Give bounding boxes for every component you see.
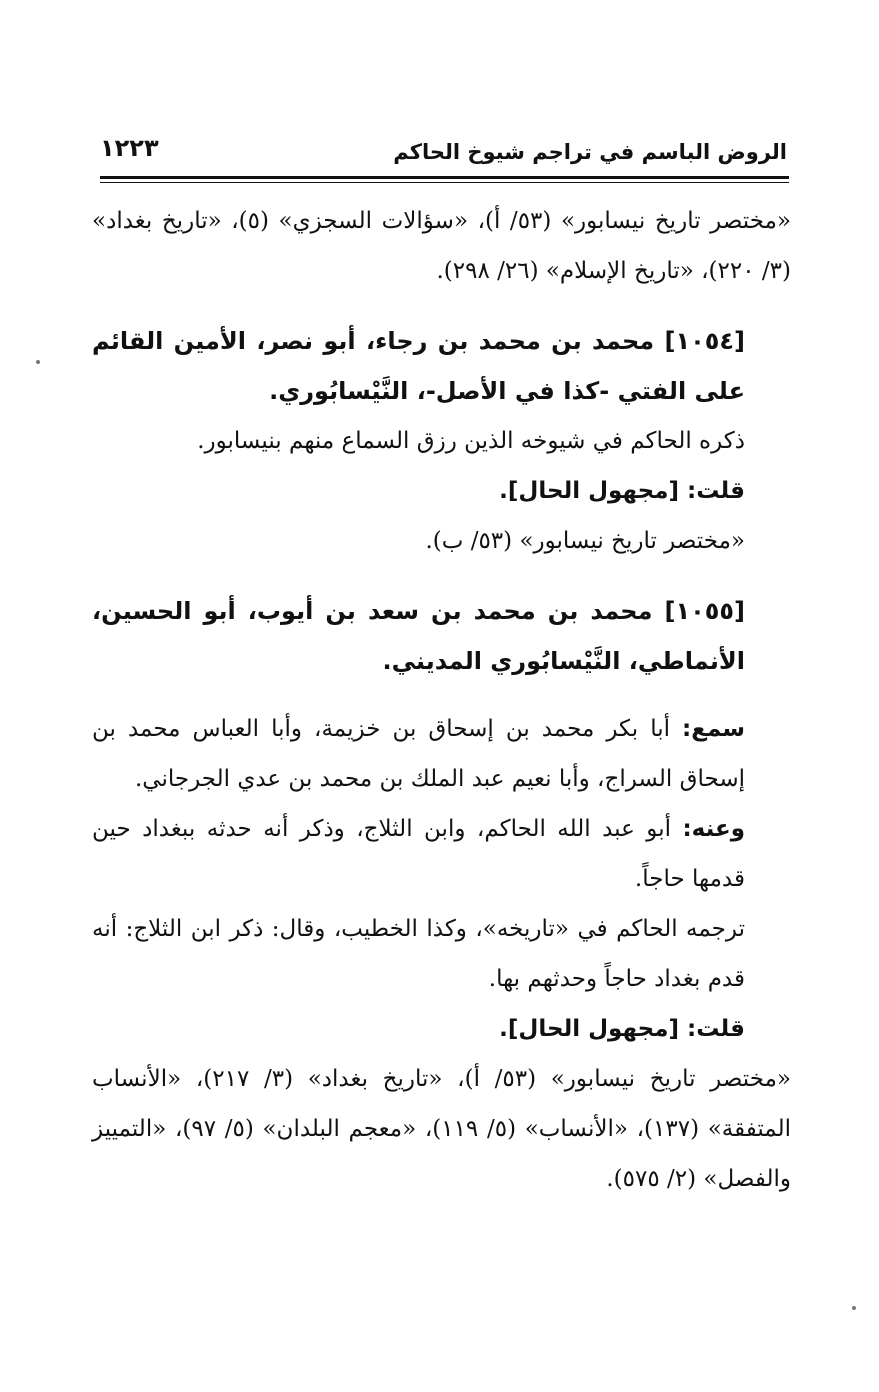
entry-1054-verdict: قلت: [مجهول الحال]. — [499, 478, 745, 504]
book-title: الروض الباسم في تراجم شيوخ الحاكم — [393, 140, 787, 164]
entry-1054-text: ذكره الحاكم في شيوخه الذين رزق السماع منهم بنيسابور. — [197, 428, 745, 454]
entry-1055-verdict: قلت: [مجهول الحال]. — [499, 1016, 745, 1042]
entry-1055-biography: ترجمه الحاكم في «تاريخه»، وكذا الخطيب، وقال: ذكر ابن الثلاج: أنه قدم بغداد حاجاً وحدثهم بها. — [92, 916, 745, 992]
entry-1054-references: «مختصر تاريخ نيسابور» (٥٣/ ب). — [425, 528, 745, 554]
from-text: أبو عبد الله الحاكم، وابن الثلاج، وذكر أنه حدثه ببغداد حين قدمها حاجاً. — [92, 816, 745, 892]
header-rule-thin — [100, 182, 789, 183]
entry-1055-heading: [١٠٥٥] محمد بن محمد بن سعد بن أيوب، أبو الحسين، الأنماطي، النَّيْسابُوري المديني. — [92, 597, 745, 675]
scan-speck — [36, 360, 40, 364]
page-body — [92, 196, 791, 1204]
running-header — [100, 132, 787, 172]
entry-1055-narrated-by — [92, 804, 791, 904]
heard-text: أبا بكر محمد بن إسحاق بن خزيمة، وأبا العباس محمد بن إسحاق السراج، وأبا نعيم عبد الملك بن محمد بن عدي الجرجاني. — [92, 716, 745, 792]
page-number: ١٢٢٣ — [100, 134, 159, 162]
top-references: «مختصر تاريخ نيسابور» (٥٣/ أ)، «سؤالات السجزي» (٥)، «تاريخ بغداد» (٣/ ٢٢٠)، «تاريخ الإسلام» (٢٦/ ٢٩٨). — [92, 208, 791, 284]
scan-speck — [852, 1306, 856, 1310]
from-label: وعنه: — [682, 816, 746, 842]
entry-1055-references: «مختصر تاريخ نيسابور» (٥٣/ أ)، «تاريخ بغداد» (٣/ ٢١٧)، «الأنساب المتفقة» (١٣٧)، «الأنساب» (٥/ ١١٩)، «معجم البلدان» (٥/ ٩٧)، «التمييز والفصل» (٢/ ٥٧٥). — [92, 1066, 792, 1192]
heard-label: سمع: — [682, 716, 745, 742]
entry-1055-heard-from — [92, 704, 791, 804]
entry-1054-heading: [١٠٥٤] محمد بن محمد بن رجاء، أبو نصر، الأمين القائم على الفتي -كذا في الأصل-، النَّيْسابُوري. — [92, 327, 745, 405]
header-rule-thick — [100, 176, 789, 179]
